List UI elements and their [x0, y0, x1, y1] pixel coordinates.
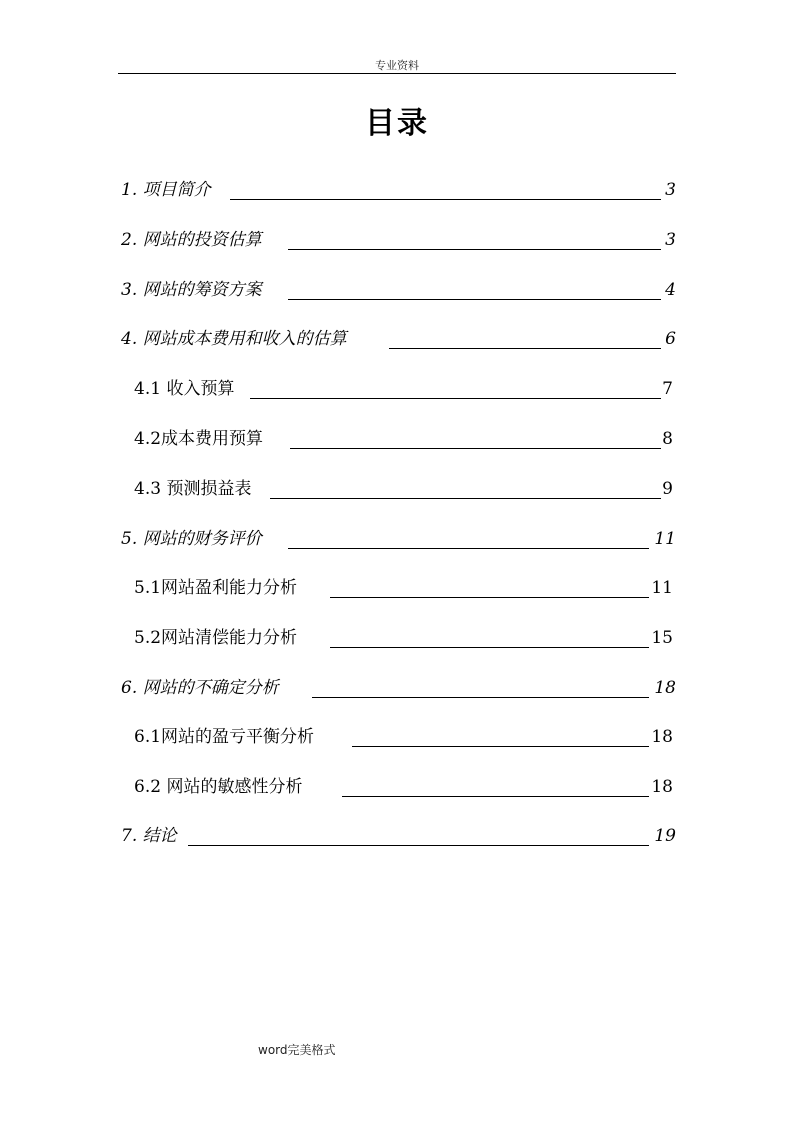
toc-entry-page: 18 — [651, 777, 673, 797]
toc-entry[interactable] — [0, 521, 794, 549]
toc-entry-page: 9 — [662, 479, 673, 499]
toc-leader — [230, 199, 661, 200]
toc-entry-label: 6.1网站的盈亏平衡分析 — [134, 727, 315, 747]
toc-entry-label: 5.2网站清偿能力分析 — [134, 628, 298, 648]
toc-entry-page: 15 — [651, 628, 673, 648]
toc-entry[interactable] — [0, 769, 794, 797]
toc-entry-page: 19 — [654, 826, 676, 846]
page-header: 专业资料 — [375, 59, 419, 72]
toc-leader — [288, 548, 649, 549]
toc-entry[interactable] — [0, 172, 794, 200]
toc-entry-label: 4.3 预测损益表 — [134, 479, 252, 499]
toc-leader — [290, 448, 661, 449]
toc-entry-label: 5. 网站的财务评价 — [121, 529, 262, 549]
toc-entry[interactable] — [0, 321, 794, 349]
toc-entry-label: 1. 项目简介 — [121, 180, 211, 200]
toc-entry[interactable] — [0, 272, 794, 300]
toc-entry-label: 4.2成本费用预算 — [134, 429, 264, 449]
toc-entry[interactable] — [0, 471, 794, 499]
toc-entry-label: 4. 网站成本费用和收入的估算 — [121, 329, 347, 349]
toc-leader — [288, 299, 661, 300]
toc-entry[interactable] — [0, 421, 794, 449]
toc-leader — [188, 845, 649, 846]
toc-leader — [250, 398, 661, 399]
toc-leader — [330, 647, 649, 648]
toc-entry-page: 8 — [662, 429, 673, 449]
toc-entry-label: 5.1网站盈利能力分析 — [134, 578, 298, 598]
toc-leader — [342, 796, 649, 797]
toc-leader — [270, 498, 661, 499]
toc-entry-page: 7 — [662, 379, 673, 399]
toc-entry-page: 18 — [651, 727, 673, 747]
toc-entry[interactable] — [0, 719, 794, 747]
toc-entry-label: 6. 网站的不确定分析 — [121, 678, 279, 698]
toc-entry-page: 11 — [651, 578, 673, 598]
toc-entry-page: 11 — [654, 529, 676, 549]
header-rule — [118, 73, 676, 74]
toc-entry-page: 3 — [665, 180, 676, 200]
toc-entry[interactable] — [0, 222, 794, 250]
toc-entry-label: 2. 网站的投资估算 — [121, 230, 262, 250]
toc-entry[interactable] — [0, 570, 794, 598]
toc-leader — [288, 249, 661, 250]
toc-leader — [312, 697, 649, 698]
toc-entry-label: 6.2 网站的敏感性分析 — [134, 777, 303, 797]
toc-entry[interactable] — [0, 371, 794, 399]
toc-entry-label: 7. 结论 — [121, 826, 177, 846]
toc-leader — [352, 746, 649, 747]
toc-title: 目录 — [365, 106, 429, 141]
toc-entry-label: 3. 网站的筹资方案 — [121, 280, 262, 300]
toc-entry-page: 18 — [654, 678, 676, 698]
toc-entry[interactable] — [0, 670, 794, 698]
toc-leader — [389, 348, 661, 349]
page-footer: word完美格式 — [258, 1043, 336, 1057]
toc-entry[interactable] — [0, 818, 794, 846]
toc-entry-page: 6 — [665, 329, 676, 349]
toc-leader — [330, 597, 649, 598]
toc-entry-page: 4 — [665, 280, 676, 300]
toc-entry[interactable] — [0, 620, 794, 648]
toc-entry-label: 4.1 收入预算 — [134, 379, 235, 399]
toc-entry-page: 3 — [665, 230, 676, 250]
